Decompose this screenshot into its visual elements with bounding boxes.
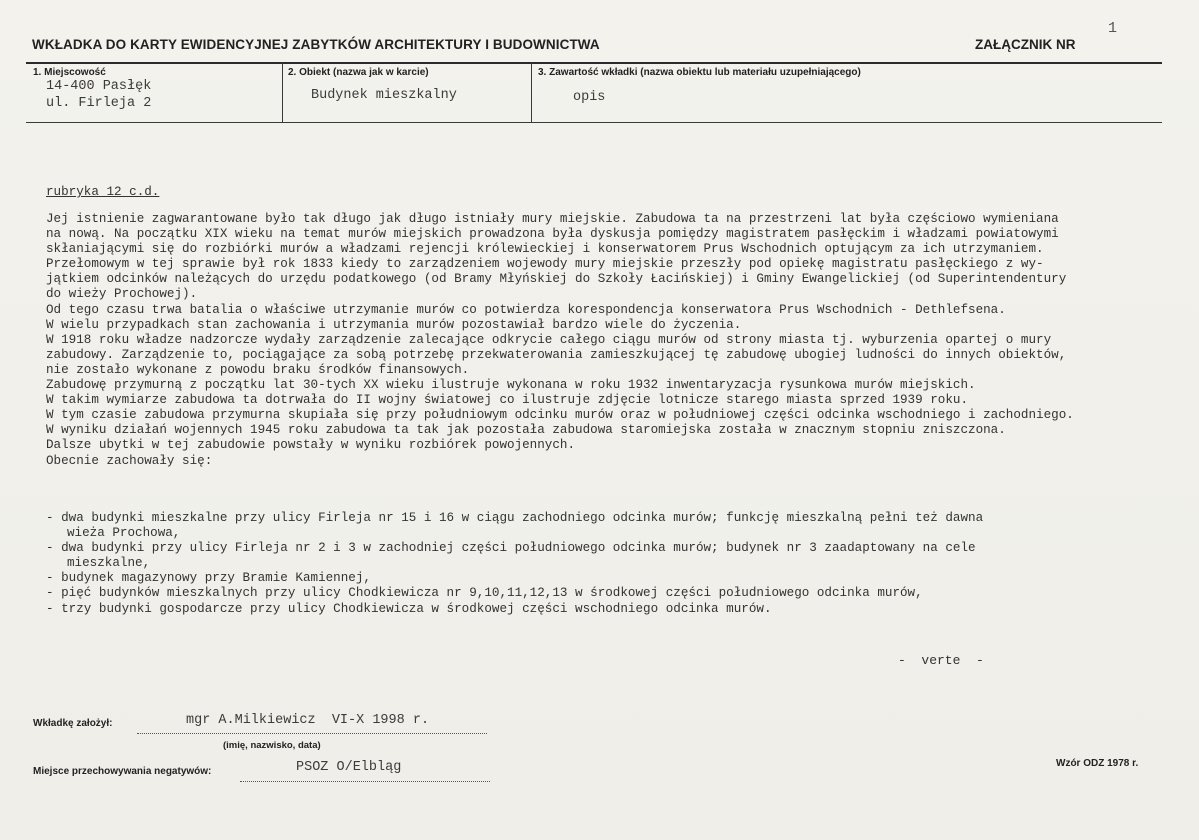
field-divider-2: [531, 63, 532, 122]
text-line: jątkiem odcinków należących do urzędu podatkowego (od Bramy Młyńskiej do Szkoły Łacińskiej) i Gminy Ewangelickiej (od Superintendentury: [46, 272, 1067, 287]
list-item: - pięć budynków mieszkalnych przy ulicy Chodkiewicza nr 9,10,11,12,13 w środkowej części południowego odcinka murów,: [46, 586, 923, 601]
storage-value: PSOZ O/Elbląg: [296, 760, 402, 775]
locality-label: 1. Miejscowość: [33, 67, 106, 78]
verte-note: - verte -: [898, 653, 984, 668]
text-line: Dalsze ubytki w tej zabudowie powstały w wyniku rozbiórek powojennych.: [46, 438, 576, 453]
author-label: Wkładkę założył:: [33, 718, 113, 729]
text-line: W wyniku działań wojennych 1945 roku zabudowa ta tak jak pozostała zabudowa staromiejska została w znacznym stopniu zniszczona.: [46, 423, 1006, 438]
text-line: Od tego czasu trwa batalia o właściwe utrzymanie murów co potwierdza korespondencja konserwatora Prus Wschodnich - Dethlefsena.: [46, 302, 1006, 317]
object-label: 2. Obiekt (nazwa jak w karcie): [288, 67, 429, 78]
list-item: - dwa budynki mieszkalne przy ulicy Firleja nr 15 i 16 w ciągu zachodniego odcinka murów; funkcję mieszkalną pełni też dawna: [46, 511, 984, 525]
text-line: Obecnie zachowały się:: [46, 453, 213, 468]
description-text: [46, 212, 1176, 469]
preserved-buildings-list: [46, 511, 1166, 617]
author-value: mgr A.Milkiewicz VI-X 1998 r.: [186, 713, 430, 728]
list-item-continuation: wieża Prochowa,: [67, 526, 181, 541]
text-line: W tym czasie zabudowa przymurna skupiała się przy południowym odcinku murów oraz w południowej części odcinka wschodniego i zachodniego.: [46, 408, 1074, 423]
list-item: - dwa budynki przy ulicy Firleja nr 2 i 3 w zachodniej części południowego odcinka murów; budynek nr 3 zaadaptowany na cele: [46, 541, 976, 556]
text-line: Jej istnienie zagwarantowane było tak długo jak długo istniały mury miejskie. Zabudowa ta na przestrzeni lat była częściowo wymieniana: [46, 212, 1059, 226]
content-value: opis: [573, 90, 606, 105]
text-line: na nową. Na początku XIX wieku na temat murów miejskich prowadzona była dyskusja pomiędzy magistratem pasłęckim i władzami powiatowymi: [46, 227, 1059, 242]
list-item-continuation: mieszkalne,: [67, 556, 151, 571]
storage-label: Miejsce przechowywania negatywów:: [33, 766, 212, 777]
content-label: 3. Zawartość wkładki (nazwa obiektu lub materiału uzupełniającego): [538, 67, 861, 78]
section-heading: rubryka 12 c.d.: [46, 185, 160, 199]
list-item: - trzy budynki gospodarcze przy ulicy Chodkiewicza w środkowej części wschodniego odcinka murów.: [46, 601, 772, 616]
fields-rule: [26, 122, 1162, 123]
text-line: W wielu przypadkach stan zachowania i utrzymania murów pozostawiał bardzo wiele do życzenia.: [46, 317, 742, 332]
text-line: Zabudowę przymurną z początku lat 30-tych XX wieku ilustruje wykonana w roku 1932 inwentaryzacja rysunkowa murów miejskich.: [46, 378, 976, 393]
text-line: zabudowy. Zarządzenie to, pociągające za sobą potrzebę przekwaterowania zamieszkującej tę zabudowę ubogiej ludności do innych obiektów,: [46, 347, 1067, 362]
text-line: W 1918 roku władze nadzorcze wydały zarządzenie zalecające odkrycie całego ciągu murów od strony miasta tj. wyburzenia opartej o mury: [46, 332, 1052, 347]
text-line: skłaniającymi się do rozbiórki murów a władzami rejencji królewieckiej i konserwatorem Prus Wschodnich optującym za ich utrzymaniem.: [46, 242, 1044, 257]
locality-value-line1: 14-400 Pasłęk: [46, 79, 152, 94]
text-line: W takim wymiarze zabudowa ta dotrwała do II wojny światowej co ilustruje zdjęcie lotnicze starego miasta sprzed 1939 roku.: [46, 393, 969, 408]
list-item: - budynek magazynowy przy Bramie Kamiennej,: [46, 571, 371, 586]
text-line: nie zostało wykonane z powodu braku środków finansowych.: [46, 362, 470, 377]
header-rule: [26, 62, 1162, 64]
object-value: Budynek mieszkalny: [311, 88, 457, 103]
author-caption: (imię, nazwisko, data): [223, 740, 321, 751]
text-line: Przełomowym w tej sprawie był rok 1833 kiedy to zarządzeniem wojewody mury miejskie przeszły pod opiekę magistratu pasłęckiego z wy-: [46, 257, 1044, 272]
form-title: WKŁADKA DO KARTY EWIDENCYJNEJ ZABYTKÓW ARCHITEKTURY I BUDOWNICTWA: [32, 37, 600, 52]
field-divider-1: [282, 63, 283, 122]
storage-dotted-line: [240, 781, 490, 782]
locality-value-line2: ul. Firleja 2: [46, 96, 152, 111]
form-template-label: Wzór ODZ 1978 r.: [1056, 758, 1139, 769]
author-dotted-line: [137, 733, 487, 734]
annex-label: ZAŁĄCZNIK NR: [975, 37, 1076, 52]
text-line: do wieży Prochowej).: [46, 287, 198, 302]
page-number: 1: [1108, 20, 1118, 37]
